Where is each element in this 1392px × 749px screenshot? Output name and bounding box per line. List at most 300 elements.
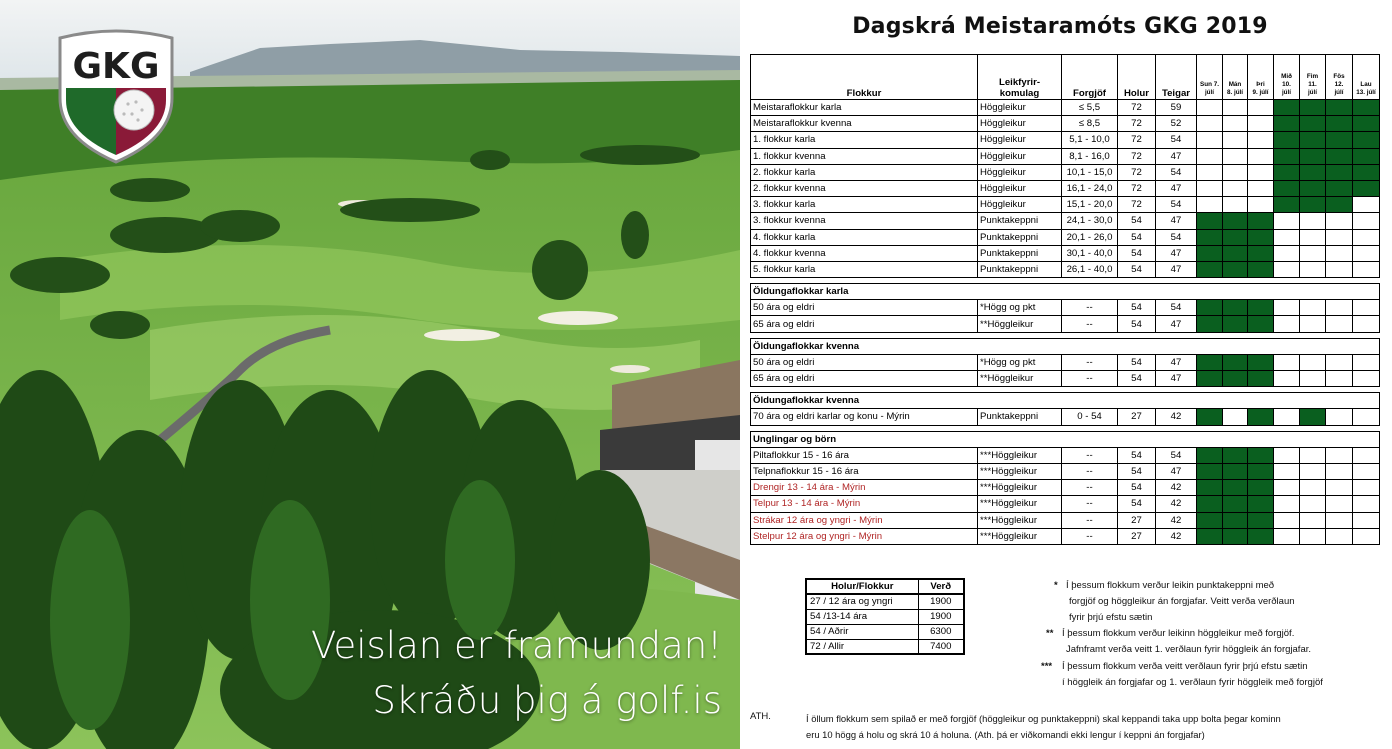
play-format: Punktakeppni [978,213,1062,229]
category-name: 2. flokkur kvenna [751,180,978,196]
holes-count: 54 [1118,463,1156,479]
play-day-cell [1197,354,1223,370]
holes-count: 54 [1118,496,1156,512]
empty-day-cell [1223,180,1248,196]
empty-day-cell [1326,213,1353,229]
section-title: Unglingar og börn [751,431,1380,447]
empty-day-cell [1300,354,1326,370]
play-day-cell [1223,261,1248,277]
tee-number: 47 [1156,354,1197,370]
handicap-range: -- [1062,447,1118,463]
day-label: Sun 7. [1200,81,1219,89]
play-day-cell [1223,496,1248,512]
price-row [806,609,964,624]
tee-number: 47 [1156,261,1197,277]
handicap-range: 26,1 - 40,0 [1062,261,1118,277]
empty-day-cell [1248,164,1274,180]
price-col-holes: Holur/Flokkur [806,579,918,594]
play-day-cell [1300,116,1326,132]
play-day-cell [1223,371,1248,387]
play-day-cell [1223,354,1248,370]
category-name: Telpnaflokkur 15 - 16 ára [751,463,978,479]
category-name: Meistaraflokkur karla [751,100,978,116]
caption-line-1: Veislan er framundan! [311,624,722,667]
category-name: 4. flokkur kvenna [751,245,978,261]
footnote-1-line2: forgjöf og höggleikur án forgjafar. Veitt verða verðlaun [1069,596,1295,607]
empty-day-cell [1353,528,1380,544]
play-format: Höggleikur [978,197,1062,213]
schedule-row [751,496,1380,512]
play-day-cell [1197,245,1223,261]
handicap-range: -- [1062,371,1118,387]
empty-day-cell [1300,261,1326,277]
section-title: Öldungaflokkar kvenna [751,393,1380,409]
empty-day-cell [1326,447,1353,463]
handicap-range: 10,1 - 15,0 [1062,164,1118,180]
holes-count: 54 [1118,245,1156,261]
empty-day-cell [1274,463,1300,479]
tee-number: 59 [1156,100,1197,116]
handicap-range: 15,1 - 20,0 [1062,197,1118,213]
play-format: ***Höggleikur [978,447,1062,463]
play-day-cell [1197,480,1223,496]
holes-count: 54 [1118,300,1156,316]
play-format: ***Höggleikur [978,463,1062,479]
handicap-range: -- [1062,354,1118,370]
play-day-cell [1353,116,1380,132]
empty-day-cell [1274,480,1300,496]
empty-day-cell [1300,447,1326,463]
schedule-row [751,512,1380,528]
price-row [806,624,964,639]
schedule-row [751,371,1380,387]
section-header-row [751,284,1380,300]
footnote-1-line3: fyrir þrjú efstu sætin [1069,612,1153,623]
holes-count: 72 [1118,100,1156,116]
schedule-header-row [751,55,1380,100]
day-label: júlí [1334,89,1344,97]
empty-day-cell [1353,496,1380,512]
price-label: 72 / Allir [806,639,918,654]
schedule-row [751,213,1380,229]
day-label: Þri [1256,81,1265,89]
empty-day-cell [1300,229,1326,245]
play-day-cell [1326,132,1353,148]
schedule-row [751,528,1380,544]
tee-number: 54 [1156,132,1197,148]
empty-day-cell [1223,164,1248,180]
price-label: 54 /13-14 ára [806,609,918,624]
schedule-row [751,480,1380,496]
play-day-cell [1326,164,1353,180]
play-format: ***Höggleikur [978,528,1062,544]
empty-day-cell [1353,197,1380,213]
empty-day-cell [1326,229,1353,245]
play-day-cell [1274,100,1300,116]
play-format: *Högg og pkt [978,300,1062,316]
tee-number: 47 [1156,463,1197,479]
holes-count: 54 [1118,261,1156,277]
play-day-cell [1248,371,1274,387]
col-teigar: Teigar [1156,55,1197,100]
category-name: Stelpur 12 ára og yngri - Mýrin [751,528,978,544]
holes-count: 27 [1118,409,1156,425]
empty-day-cell [1353,300,1380,316]
play-day-cell [1197,316,1223,332]
holes-count: 27 [1118,528,1156,544]
play-day-cell [1248,463,1274,479]
holes-count: 54 [1118,480,1156,496]
price-table [805,578,965,655]
category-name: 65 ára og eldri [751,371,978,387]
tee-number: 54 [1156,300,1197,316]
day-label: 9. júlí [1252,89,1269,97]
play-day-cell [1353,148,1380,164]
play-day-cell [1197,261,1223,277]
tee-number: 42 [1156,480,1197,496]
col-day-fos [1326,55,1353,100]
tee-number: 47 [1156,213,1197,229]
day-label: Mið [1281,73,1292,81]
schedule-row [751,463,1380,479]
holes-count: 27 [1118,512,1156,528]
play-format: ***Höggleikur [978,480,1062,496]
schedule-row [751,148,1380,164]
play-day-cell [1223,512,1248,528]
category-name: 2. flokkur karla [751,164,978,180]
play-day-cell [1248,229,1274,245]
play-day-cell [1223,229,1248,245]
category-name: 1. flokkur karla [751,132,978,148]
play-day-cell [1326,180,1353,196]
col-leikfyrirkomulag-line2: komulag [999,88,1040,99]
day-label: 8. júlí [1226,89,1244,97]
empty-day-cell [1326,463,1353,479]
section-header-row [751,338,1380,354]
play-format: Höggleikur [978,116,1062,132]
footnote-2-line2: Jafnframt verða veitt 1. verðlaun fyrir höggleik án forgjafar. [1066,644,1312,655]
col-leikfyrirkomulag-line1: Leikfyrir- [998,77,1041,88]
empty-day-cell [1326,300,1353,316]
col-forgjof: Forgjöf [1062,55,1118,100]
day-label: Fim [1306,73,1319,81]
col-day-fim [1300,55,1326,100]
play-format: ***Höggleikur [978,496,1062,512]
handicap-range: 0 - 54 [1062,409,1118,425]
category-name: 50 ára og eldri [751,354,978,370]
play-day-cell [1274,148,1300,164]
play-day-cell [1248,512,1274,528]
play-day-cell [1197,512,1223,528]
gkg-logo [52,28,180,166]
play-format: ***Höggleikur [978,512,1062,528]
empty-day-cell [1353,261,1380,277]
empty-day-cell [1223,197,1248,213]
category-name: 50 ára og eldri [751,300,978,316]
empty-day-cell [1300,371,1326,387]
play-day-cell [1197,213,1223,229]
empty-day-cell [1326,371,1353,387]
day-label: 12. [1334,81,1344,89]
empty-day-cell [1274,371,1300,387]
play-day-cell [1248,528,1274,544]
empty-day-cell [1223,148,1248,164]
tee-number: 47 [1156,245,1197,261]
play-day-cell [1223,316,1248,332]
tee-number: 47 [1156,180,1197,196]
handicap-range: 5,1 - 10,0 [1062,132,1118,148]
price-row [806,594,964,609]
handicap-range: ≤ 8,5 [1062,116,1118,132]
schedule-row [751,245,1380,261]
schedule-row [751,116,1380,132]
play-day-cell [1353,132,1380,148]
empty-day-cell [1274,229,1300,245]
schedule-table [750,54,1380,545]
tee-number: 52 [1156,116,1197,132]
category-name: 70 ára og eldri karlar og konu - Mýrin [751,409,978,425]
empty-day-cell [1300,528,1326,544]
holes-count: 54 [1118,371,1156,387]
play-day-cell [1300,132,1326,148]
play-day-cell [1353,180,1380,196]
handicap-range: -- [1062,300,1118,316]
play-day-cell [1300,409,1326,425]
footnote-1-marker: * [1054,580,1058,591]
handicap-range: -- [1062,463,1118,479]
footnote-3 [1062,659,1323,691]
play-day-cell [1197,496,1223,512]
empty-day-cell [1353,354,1380,370]
empty-day-cell [1353,409,1380,425]
empty-day-cell [1197,180,1223,196]
day-label: 11. [1308,81,1317,89]
empty-day-cell [1326,496,1353,512]
empty-day-cell [1197,100,1223,116]
empty-day-cell [1248,180,1274,196]
empty-day-cell [1353,213,1380,229]
play-day-cell [1300,180,1326,196]
play-format: Punktakeppni [978,261,1062,277]
play-day-cell [1197,528,1223,544]
category-name: 3. flokkur kvenna [751,213,978,229]
day-label: júlí [1307,89,1318,97]
play-format: Punktakeppni [978,409,1062,425]
empty-day-cell [1353,463,1380,479]
schedule-row [751,261,1380,277]
play-day-cell [1223,528,1248,544]
schedule-row [751,409,1380,425]
footnote-2-marker: ** [1046,628,1054,639]
play-day-cell [1223,480,1248,496]
col-flokkur: Flokkur [751,55,978,100]
play-day-cell [1197,229,1223,245]
price-row [806,639,964,654]
empty-day-cell [1197,116,1223,132]
play-day-cell [1353,100,1380,116]
day-label: júlí [1281,89,1292,97]
col-leikfyrirkomulag [978,55,1062,100]
play-day-cell [1197,300,1223,316]
empty-day-cell [1197,197,1223,213]
play-format: Höggleikur [978,100,1062,116]
empty-day-cell [1274,261,1300,277]
empty-day-cell [1300,213,1326,229]
empty-day-cell [1326,480,1353,496]
price-col-price: Verð [918,579,964,594]
empty-day-cell [1223,100,1248,116]
handicap-range: -- [1062,528,1118,544]
play-day-cell [1300,164,1326,180]
empty-day-cell [1353,245,1380,261]
caption-line-2: Skráðu þig á golf.is [372,679,722,722]
price-value: 1900 [918,609,964,624]
day-label: Lau [1360,81,1372,89]
play-day-cell [1223,213,1248,229]
category-name: 1. flokkur kvenna [751,148,978,164]
handicap-range: -- [1062,496,1118,512]
empty-day-cell [1326,409,1353,425]
day-label: júlí [1204,89,1215,97]
holes-count: 54 [1118,213,1156,229]
handicap-range: ≤ 5,5 [1062,100,1118,116]
empty-day-cell [1300,496,1326,512]
empty-day-cell [1223,409,1248,425]
play-day-cell [1197,447,1223,463]
empty-day-cell [1300,480,1326,496]
schedule-row [751,164,1380,180]
empty-day-cell [1248,100,1274,116]
section-header-row [751,393,1380,409]
play-day-cell [1274,197,1300,213]
footnote-1 [1066,578,1295,626]
play-day-cell [1223,447,1248,463]
handicap-range: -- [1062,480,1118,496]
play-day-cell [1223,245,1248,261]
tee-number: 42 [1156,512,1197,528]
play-day-cell [1274,164,1300,180]
category-name: Piltaflokkur 15 - 16 ára [751,447,978,463]
play-day-cell [1197,463,1223,479]
day-label: 13. júlí [1356,89,1376,97]
day-label: 10. [1282,81,1291,89]
empty-day-cell [1274,447,1300,463]
footnote-3-line2: í höggleik án forgjafar og 1. verðlaun fyrir höggleik með forgjöf [1062,677,1323,688]
play-format: Höggleikur [978,164,1062,180]
empty-day-cell [1326,528,1353,544]
holes-count: 54 [1118,447,1156,463]
play-day-cell [1300,100,1326,116]
play-day-cell [1248,300,1274,316]
empty-day-cell [1326,245,1353,261]
schedule-row [751,180,1380,196]
empty-day-cell [1274,409,1300,425]
empty-day-cell [1223,116,1248,132]
empty-day-cell [1197,132,1223,148]
holes-count: 72 [1118,116,1156,132]
empty-day-cell [1326,512,1353,528]
play-day-cell [1248,245,1274,261]
play-day-cell [1300,148,1326,164]
holes-count: 72 [1118,148,1156,164]
empty-day-cell [1274,496,1300,512]
play-day-cell [1274,132,1300,148]
schedule-row [751,229,1380,245]
price-header-row [806,579,964,594]
play-format: Punktakeppni [978,229,1062,245]
ath-line2: eru 10 högg á holu og skrá 10 á holuna. (Ath. þá er viðkomandi ekki lengur í keppni án forgjafar) [806,729,1205,740]
play-format: Höggleikur [978,132,1062,148]
handicap-range: 8,1 - 16,0 [1062,148,1118,164]
col-day-sun [1197,55,1223,100]
empty-day-cell [1353,447,1380,463]
holes-count: 72 [1118,132,1156,148]
schedule-row [751,316,1380,332]
col-day-thri [1248,55,1274,100]
play-day-cell [1197,409,1223,425]
empty-day-cell [1197,164,1223,180]
handicap-range: 20,1 - 26,0 [1062,229,1118,245]
empty-day-cell [1274,512,1300,528]
play-day-cell [1248,447,1274,463]
tee-number: 42 [1156,409,1197,425]
col-holur: Holur [1118,55,1156,100]
empty-day-cell [1300,245,1326,261]
schedule-row [751,197,1380,213]
page-title: Dagskrá Meistaramóts GKG 2019 [852,14,1268,39]
empty-day-cell [1274,300,1300,316]
footnote-2-line1: Í þessum flokkum verður leikinn höggleikur með forgjöf. [1062,628,1295,639]
schedule-panel [740,0,1392,749]
col-day-man [1223,55,1248,100]
empty-day-cell [1326,354,1353,370]
footnote-3-line1: Í þessum flokkum verða veitt verðlaun fyrir þrjú efstu sætin [1062,661,1308,672]
play-day-cell [1274,116,1300,132]
ath-text [806,711,1281,743]
price-value: 7400 [918,639,964,654]
price-label: 54 / Aðrir [806,624,918,639]
category-name: 5. flokkur karla [751,261,978,277]
play-day-cell [1223,300,1248,316]
schedule-row [751,132,1380,148]
category-name: Strákar 12 ára og yngri - Mýrin [751,512,978,528]
play-day-cell [1248,261,1274,277]
category-name: Telpur 13 - 14 ára - Mýrin [751,496,978,512]
day-label: Mán [1228,81,1242,89]
category-name: 4. flokkur karla [751,229,978,245]
play-format: Höggleikur [978,180,1062,196]
schedule-row [751,447,1380,463]
tee-number: 54 [1156,229,1197,245]
empty-day-cell [1353,480,1380,496]
empty-day-cell [1300,300,1326,316]
category-name: 3. flokkur karla [751,197,978,213]
section-title: Öldungaflokkar kvenna [751,338,1380,354]
category-name: Drengir 13 - 14 ára - Mýrin [751,480,978,496]
handicap-range: -- [1062,316,1118,332]
play-day-cell [1248,496,1274,512]
empty-day-cell [1274,528,1300,544]
play-day-cell [1326,116,1353,132]
price-label: 27 / 12 ára og yngri [806,594,918,609]
tee-number: 54 [1156,164,1197,180]
tee-number: 47 [1156,148,1197,164]
tee-number: 54 [1156,197,1197,213]
handicap-range: -- [1062,512,1118,528]
price-value: 6300 [918,624,964,639]
empty-day-cell [1248,116,1274,132]
empty-day-cell [1197,148,1223,164]
